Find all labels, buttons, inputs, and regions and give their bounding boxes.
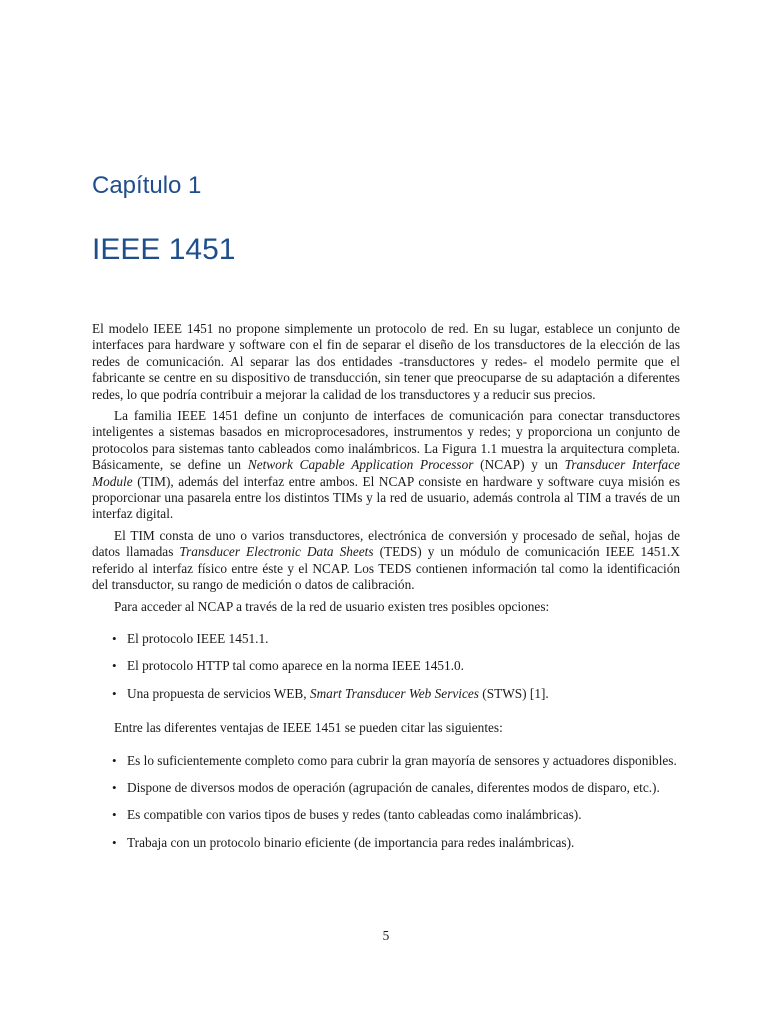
list-item-text: Dispone de diversos modos de operación (agrupación de canales, diferentes modos de disparo, etc.). [127,779,660,795]
bullet-icon: • [112,779,117,795]
bullet-icon: • [112,834,117,850]
list-item [92,753,680,769]
list-item-text: Es lo suficientemente completo como para cubrir la gran mayoría de sensores y actuadores disponibles. [127,752,677,768]
access-options-list [92,631,680,702]
paragraph-tim-text-2: (TEDS) y un módulo de comunicación IEEE 1451.X referido al interfaz físico entre éste y el NCAP. Los TEDS contienen información tal como la identificación del transductor, su rango de medición o datos de calibración. [92,544,680,593]
chapter-label: Capítulo 1 [92,172,202,199]
list-item [92,807,680,823]
ncap-term: Network Capable Application Processor [247,457,474,473]
teds-term: Transducer Electronic Data Sheets [179,544,374,560]
list-item [92,780,680,796]
paragraph-advantages: Entre las diferentes ventajas de IEEE 1451 se pueden citar las siguientes: [114,720,503,736]
list-item-text: Una propuesta de servicios WEB, [127,685,310,701]
paragraph-family [92,408,680,523]
paragraph-tim-text-1: El TIM consta de uno o varios transductores, electrónica de conversión y procesado de señal, hojas de datos llamadas [92,527,680,560]
bullet-icon: • [112,752,117,768]
bullet-icon: • [112,685,117,701]
chapter-title: IEEE 1451 [92,233,236,266]
page-number: 5 [382,928,390,943]
paragraph-family-text-1: La familia IEEE 1451 define un conjunto de interfaces de comunicación para conectar transductores inteligentes a sistemas basados en microprocesadores, instrumentos y redes; y proporciona un conjunto de protocolos para sistemas tanto cableados como inalámbricos. La Figura 1.1 muestra la arquitectura completa. Básicamente, se define un [92,408,680,473]
stws-term: Smart Transducer Web Services [309,685,479,701]
list-item-text: (STWS) [1]. [478,685,549,701]
list-item-text: El protocolo HTTP tal como aparece en la norma IEEE 1451.0. [127,658,464,674]
list-item [92,658,680,674]
advantages-list [92,753,680,852]
tim-term: Transducer Interface Module [92,457,680,489]
list-item-text: Es compatible con varios tipos de buses y redes (tanto cableadas como inalámbricas). [127,807,582,823]
paragraph-family-text-2: (NCAP) y un [473,457,565,473]
body-text [92,321,680,869]
paragraph-access: Para acceder al NCAP a través de la red de usuario existen tres posibles opciones: [114,598,550,614]
list-item-text: Trabaja con un protocolo binario eficiente (de importancia para redes inalámbricas). [127,834,575,850]
bullet-icon: • [112,658,117,674]
list-item [92,686,680,702]
paragraph-tim [92,528,680,594]
paragraph-family-text-3: (TIM), además del interfaz entre ambos. El NCAP consiste en hardware y software cuya misión es proporcionar una pasarela entre los distintos TIMs y la red de usuario, además controla al TIM a través de un interfaz digital. [92,473,680,522]
list-item [92,631,680,647]
bullet-icon: • [112,630,117,646]
list-item-text: El protocolo IEEE 1451.1. [127,630,269,646]
paragraph-intro: El modelo IEEE 1451 no propone simplemente un protocolo de red. En su lugar, establece un conjunto de interfaces para hardware y software con el fin de separar el diseño de los transductores de la elección de las redes de comunicación. Al separar las dos entidades -transductores y redes- el modelo permite que el fabricante se centre en su dispositivo de transducción, sin tener que preocuparse de su adaptación a diferentes redes, lo que podría contribuir a mejorar la calidad de los transductores y a reducir sus precios. [92,321,680,402]
list-item [92,835,680,851]
bullet-icon: • [112,807,117,823]
